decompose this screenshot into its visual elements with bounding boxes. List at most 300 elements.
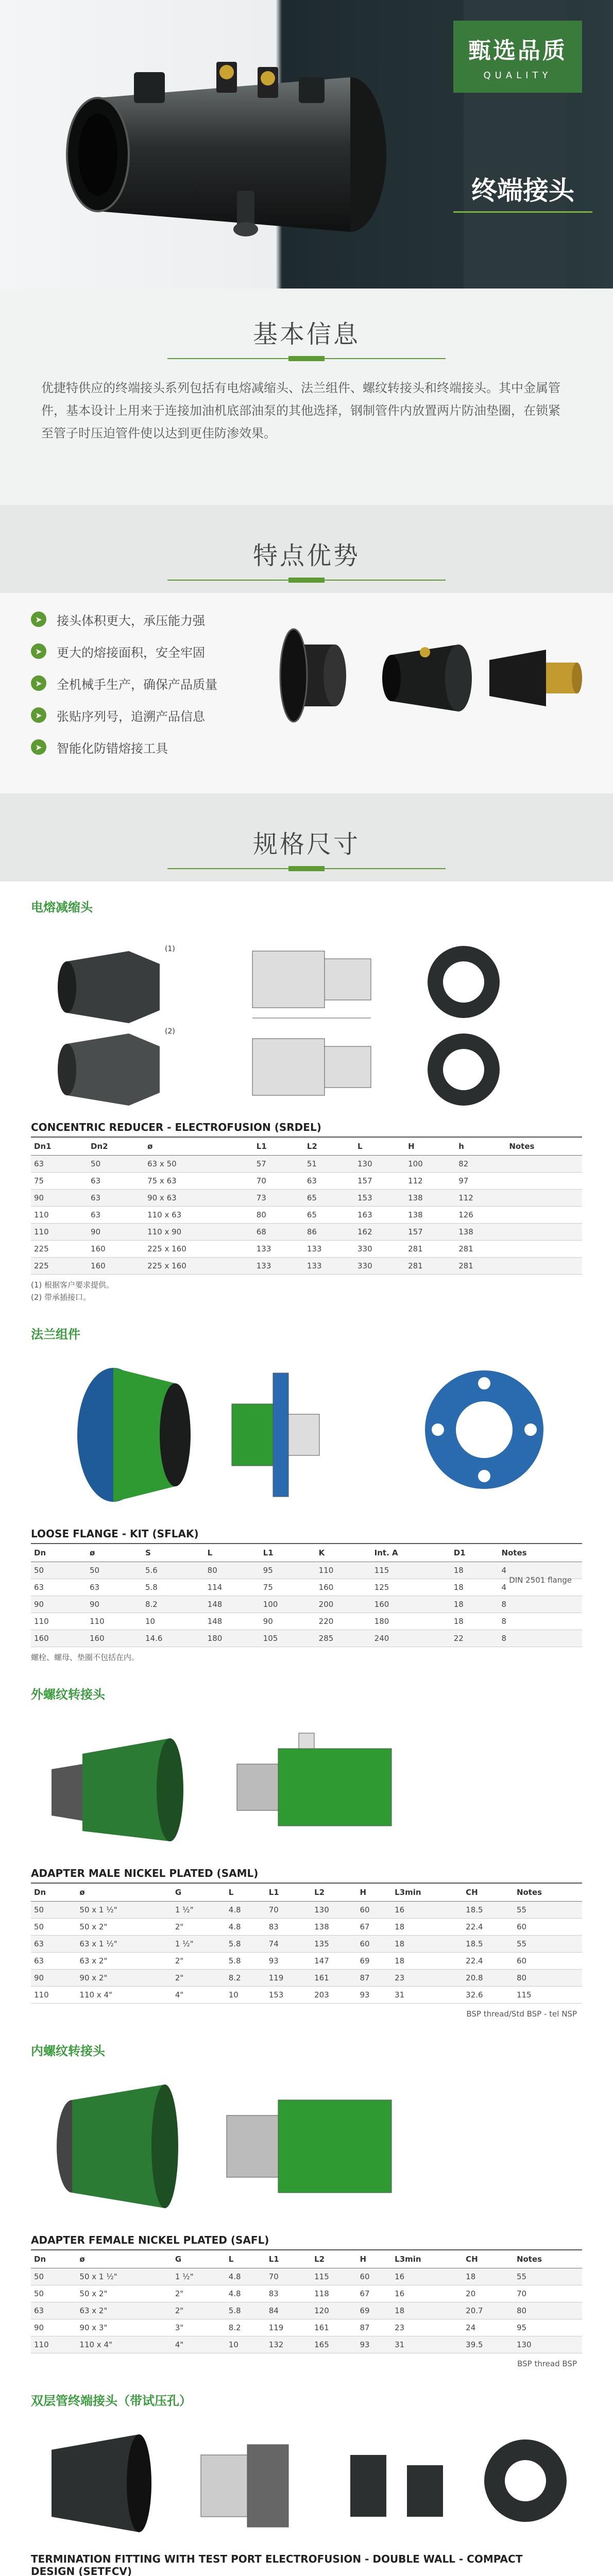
table-cell: 50	[31, 2285, 76, 2302]
table-cell: 133	[253, 1241, 304, 1258]
table-row	[31, 2268, 582, 2285]
table-cell: 90	[87, 1596, 142, 1613]
table-header-cell: L1	[260, 1544, 316, 1562]
quality-badge	[453, 21, 582, 93]
table-cell: 93	[266, 1953, 311, 1970]
table-header-cell: K	[316, 1544, 371, 1562]
table-cell: 2"	[172, 1919, 226, 1936]
table-cell: 18	[391, 1919, 463, 1936]
table-row	[31, 1207, 582, 1224]
table-cell: 147	[311, 1953, 356, 1970]
table-header-cell: Notes	[514, 2250, 582, 2268]
table-cell	[506, 1156, 582, 1173]
table-header-cell: L2	[311, 1884, 356, 1902]
table-cell: 18	[391, 2302, 463, 2319]
table-cell: 1 ½"	[172, 1936, 226, 1953]
table-cell: 4.8	[226, 1902, 266, 1919]
table-cell: 95	[260, 1562, 316, 1579]
arrow-icon: ➤	[31, 707, 46, 723]
table-header-cell: D1	[451, 1544, 499, 1562]
table-cell: 180	[371, 1613, 451, 1630]
table-cell: 65	[304, 1190, 354, 1207]
table-cell: 160	[316, 1579, 371, 1596]
table-cell: 115	[514, 1987, 582, 2004]
table-cell: 31	[391, 2336, 463, 2353]
feature-product-images	[263, 603, 582, 748]
table-cell: 148	[205, 1613, 260, 1630]
table-cell: 67	[357, 1919, 392, 1936]
product-title: 终端接头	[471, 176, 574, 206]
table-cell: 157	[354, 1173, 405, 1190]
table-cell	[506, 1173, 582, 1190]
table-cell: 110	[87, 1613, 142, 1630]
table-cell: 80	[514, 1970, 582, 1987]
table-cell: 63	[88, 1207, 144, 1224]
table-row	[31, 1156, 582, 1173]
table-cell: 75	[260, 1579, 316, 1596]
table-cell: 63 x 2"	[76, 1953, 172, 1970]
table-row	[31, 2336, 582, 2353]
table-cell: 63	[31, 1953, 76, 1970]
table-row	[31, 1224, 582, 1241]
table-header-cell: L1	[266, 2250, 311, 2268]
table-cell: 2"	[172, 1953, 226, 1970]
table-row	[31, 1970, 582, 1987]
table-cell: 5.8	[226, 2302, 266, 2319]
table-row	[31, 1953, 582, 1970]
table-header-cell: L2	[311, 2250, 356, 2268]
svg-text:(1): (1)	[165, 945, 175, 953]
table-header-cell: L	[226, 1884, 266, 1902]
feature-item: ➤ 智能化防错熔接工具	[31, 731, 242, 763]
table-cell: 69	[357, 2302, 392, 2319]
table-cell: 90	[260, 1613, 316, 1630]
table-cell: 18	[451, 1596, 499, 1613]
table-cell: 138	[455, 1224, 506, 1241]
table-cell: 90 x 2"	[76, 1970, 172, 1987]
table-cell: 50	[31, 2268, 76, 2285]
table-cell: 90	[31, 1596, 87, 1613]
table-header-row	[31, 1884, 582, 1902]
table-cell: 90 x 3"	[76, 2319, 172, 2336]
section-heading-basic: 基本信息	[252, 320, 360, 349]
table-cell: 50 x 2"	[76, 2285, 172, 2302]
table-cell: 165	[311, 2336, 356, 2353]
table-cell: 82	[455, 1156, 506, 1173]
table-cell: 22	[451, 1630, 499, 1647]
table-header-cell: Notes	[498, 1544, 582, 1562]
table-cell: 133	[304, 1258, 354, 1275]
table-cell: 110	[31, 1224, 88, 1241]
feature-list	[31, 603, 242, 763]
table-cell: 24	[463, 2319, 514, 2336]
table-header-row	[31, 1544, 582, 1562]
table-cell: 22.4	[463, 1953, 514, 1970]
table-cell: 55	[514, 2268, 582, 2285]
spec-group-name: 双层管终端接头（带试压孔）	[31, 2394, 192, 2408]
table-row	[31, 1936, 582, 1953]
table-cell: 225 x 160	[144, 1258, 253, 1275]
table-cell: 63 x 1 ½"	[76, 1936, 172, 1953]
table-header-cell: ø	[76, 1884, 172, 1902]
table-title: TERMINATION FITTING WITH TEST PORT ELECTROFUSION - DOUBLE WALL - COMPACT DESIGN (SETFCV)	[31, 2548, 582, 2576]
table-cell: 135	[311, 1936, 356, 1953]
spec-section	[0, 793, 613, 2576]
table-cell: 161	[311, 1970, 356, 1987]
table-cell: 60	[357, 1936, 392, 1953]
table-cell: 18	[391, 1953, 463, 1970]
table-cell: 100	[405, 1156, 455, 1173]
table-cell	[506, 1241, 582, 1258]
table-title: CONCENTRIC REDUCER - ELECTROFUSION (SRDEL)	[31, 1116, 582, 1138]
table-cell: 75	[31, 1173, 88, 1190]
table-cell: 5.8	[226, 1936, 266, 1953]
table-cell: 8.2	[226, 1970, 266, 1987]
table-cell: 63	[304, 1173, 354, 1190]
table-cell: 138	[405, 1207, 455, 1224]
table-cell: 4	[498, 1562, 582, 1579]
table-cell: 161	[311, 2319, 356, 2336]
table-cell: 118	[311, 2285, 356, 2302]
table-cell: 55	[514, 1936, 582, 1953]
table-cell: 119	[266, 1970, 311, 1987]
table-header-cell: Dn	[31, 2250, 76, 2268]
table-cell: 138	[405, 1190, 455, 1207]
table-header-cell: L2	[304, 1138, 354, 1156]
spec-table	[31, 1138, 582, 1275]
table-cell: 153	[354, 1190, 405, 1207]
table-cell: 110 x 4"	[76, 1987, 172, 2004]
basic-info-text: 优捷特供应的终端接头系列包括有电熔减缩头、法兰组件、螺纹转接头和终端接头。其中金属管件，基本设计上用来于连接加油机底部油泵的其他选择，钢制管件内放置两片防油垫圈，在锁紧至管子时压迫管件使以达到更佳防渗效果。	[41, 381, 560, 440]
table-cell: 120	[311, 2302, 356, 2319]
table-cell: 16	[391, 2268, 463, 2285]
table-header-cell: H	[405, 1138, 455, 1156]
table-cell: 50	[31, 1902, 76, 1919]
table-cell: 50	[88, 1156, 144, 1173]
table-cell: 8.2	[226, 2319, 266, 2336]
table-cell: 84	[266, 2302, 311, 2319]
table-row	[31, 1173, 582, 1190]
table-cell: 10	[226, 1987, 266, 2004]
table-cell: 4	[498, 1579, 582, 1596]
feature-item: ➤ 接头体积更大，承压能力强	[31, 603, 242, 635]
table-cell: 203	[311, 1987, 356, 2004]
table-header-cell: S	[142, 1544, 205, 1562]
table-cell: 2"	[172, 2285, 226, 2302]
table-cell: 132	[266, 2336, 311, 2353]
table-cell: 8.2	[142, 1596, 205, 1613]
table-cell: 60	[514, 1919, 582, 1936]
feature-item: ➤ 张贴序列号，追溯产品信息	[31, 699, 242, 731]
table-cell: 157	[405, 1224, 455, 1241]
table-cell: 50 x 1 ½"	[76, 2268, 172, 2285]
table-cell: 70	[266, 2268, 311, 2285]
table-cell: 18.5	[463, 1936, 514, 1953]
table-row	[31, 1258, 582, 1275]
table-cell: 50 x 1 ½"	[76, 1902, 172, 1919]
reducer-drawing	[31, 920, 582, 1116]
table-cell: 22.4	[463, 1919, 514, 1936]
svg-text:(2): (2)	[165, 1027, 175, 1036]
table-cell: 8	[498, 1596, 582, 1613]
table-cell: 90	[31, 1190, 88, 1207]
table-cell: 39.5	[463, 2336, 514, 2353]
table-cell: 225 x 160	[144, 1241, 253, 1258]
table-cell: 90	[88, 1224, 144, 1241]
table-cell: 125	[371, 1579, 451, 1596]
table-header-cell: G	[172, 2250, 226, 2268]
table-header-cell: Dn1	[31, 1138, 88, 1156]
table-cell: 160	[31, 1630, 87, 1647]
table-cell: 69	[357, 1953, 392, 1970]
table-cell: 240	[371, 1630, 451, 1647]
table-cell: 5.6	[142, 1562, 205, 1579]
table-row	[31, 1919, 582, 1936]
table-header-cell: Dn	[31, 1544, 87, 1562]
table-cell: 220	[316, 1613, 371, 1630]
female-adapter-drawing	[31, 2064, 582, 2229]
table-header-cell: L1	[266, 1884, 311, 1902]
table-cell: 18	[451, 1579, 499, 1596]
table-header-cell: Dn	[31, 1884, 76, 1902]
table-cell: 80	[514, 2302, 582, 2319]
table-row	[31, 2285, 582, 2302]
table-cell: 112	[455, 1190, 506, 1207]
table-row	[31, 2319, 582, 2336]
table-cell: 20.7	[463, 2302, 514, 2319]
termination-fitting-drawing	[31, 2414, 582, 2548]
table-cell: 31	[391, 1987, 463, 2004]
table-cell: 4"	[172, 2336, 226, 2353]
table-cell: 4.8	[226, 1919, 266, 1936]
table-cell: 110 x 63	[144, 1207, 253, 1224]
spec-group-name: 电熔减缩头	[31, 900, 93, 914]
table-header-cell: h	[455, 1138, 506, 1156]
table-cell: 130	[514, 2336, 582, 2353]
table-cell: 63	[87, 1579, 142, 1596]
table-cell: 80	[253, 1207, 304, 1224]
table-cell: 112	[405, 1173, 455, 1190]
table-cell: 16	[391, 1902, 463, 1919]
table-header-cell: L3min	[391, 2250, 463, 2268]
table-cell: 8	[498, 1630, 582, 1647]
table-cell: 50	[87, 1562, 142, 1579]
table-cell: 110	[316, 1562, 371, 1579]
spec-group-name: 法兰组件	[31, 1327, 80, 1342]
table-row	[31, 1902, 582, 1919]
table-header-cell: Int. A	[371, 1544, 451, 1562]
table-cell: 225	[31, 1258, 88, 1275]
table-cell: 148	[205, 1596, 260, 1613]
table-cell: 162	[354, 1224, 405, 1241]
table-cell: 70	[253, 1173, 304, 1190]
table-cell: 200	[316, 1596, 371, 1613]
table-cell: 130	[354, 1156, 405, 1173]
male-adapter-drawing	[31, 1707, 582, 1862]
table-note: 螺栓、螺母、垫圈不包括在内。	[31, 1653, 140, 1662]
table-cell	[506, 1207, 582, 1224]
table-note: (2) 带承插接口。	[31, 1293, 91, 1302]
table-header-row	[31, 2250, 582, 2268]
table-cell: 160	[371, 1596, 451, 1613]
table-side-note: DIN 2501 flange	[509, 1575, 572, 1585]
table-side-note: BSP thread BSP	[517, 2359, 577, 2368]
table-cell: 23	[391, 2319, 463, 2336]
table-cell: 285	[316, 1630, 371, 1647]
table-cell: 281	[455, 1258, 506, 1275]
table-header-cell: ø	[144, 1138, 253, 1156]
table-cell: 60	[357, 1902, 392, 1919]
table-header-cell: L3min	[391, 1884, 463, 1902]
table-cell: 110 x 4"	[76, 2336, 172, 2353]
table-header-cell: L	[354, 1138, 405, 1156]
table-row	[31, 1190, 582, 1207]
table-cell	[506, 1190, 582, 1207]
table-cell: 5.8	[226, 1953, 266, 1970]
table-cell: 2"	[172, 1970, 226, 1987]
table-cell: 80	[205, 1562, 260, 1579]
table-cell: 86	[304, 1224, 354, 1241]
table-cell: 133	[253, 1258, 304, 1275]
table-cell: 4.8	[226, 2285, 266, 2302]
table-cell: 114	[205, 1579, 260, 1596]
table-cell: 50	[31, 1562, 87, 1579]
table-cell: 63	[88, 1190, 144, 1207]
table-header-cell: CH	[463, 2250, 514, 2268]
table-cell: 90	[31, 1970, 76, 1987]
table-cell: 281	[455, 1241, 506, 1258]
table-header-cell: ø	[76, 2250, 172, 2268]
section-heading-features: 特点优势	[252, 541, 360, 570]
table-cell: 70	[514, 2285, 582, 2302]
table-cell: 20.8	[463, 1970, 514, 1987]
table-row	[31, 1987, 582, 2004]
hero-banner	[0, 0, 613, 289]
table-cell: 75 x 63	[144, 1173, 253, 1190]
table-header-cell: ø	[87, 1544, 142, 1562]
table-cell	[506, 1258, 582, 1275]
table-header-cell: L	[226, 2250, 266, 2268]
table-cell: 3"	[172, 2319, 226, 2336]
table-cell: 126	[455, 1207, 506, 1224]
product-image	[31, 21, 422, 268]
quality-cn: 甄选品质	[468, 38, 567, 64]
table-cell: 18	[451, 1613, 499, 1630]
table-cell: 5.8	[142, 1579, 205, 1596]
table-cell: 50 x 2"	[76, 1919, 172, 1936]
table-cell: 51	[304, 1156, 354, 1173]
table-cell: 153	[266, 1987, 311, 2004]
table-cell: 100	[260, 1596, 316, 1613]
table-cell: 23	[391, 1970, 463, 1987]
table-cell: 63	[31, 2302, 76, 2319]
table-cell: 1 ½"	[172, 2268, 226, 2285]
quality-en: QUALITY	[483, 70, 552, 81]
arrow-icon: ➤	[31, 675, 46, 691]
table-cell: 330	[354, 1258, 405, 1275]
table-header-cell: CH	[463, 1884, 514, 1902]
table-cell: 10	[142, 1613, 205, 1630]
arrow-icon: ➤	[31, 612, 46, 627]
table-cell: 63 x 2"	[76, 2302, 172, 2319]
table-cell: 65	[304, 1207, 354, 1224]
table-cell: 160	[87, 1630, 142, 1647]
table-cell: 68	[253, 1224, 304, 1241]
table-cell: 63	[88, 1173, 144, 1190]
table-cell: 110 x 90	[144, 1224, 253, 1241]
table-header-row	[31, 1138, 582, 1156]
table-cell: 97	[455, 1173, 506, 1190]
table-title: ADAPTER FEMALE NICKEL PLATED (SAFL)	[31, 2229, 582, 2250]
table-cell: 18	[463, 2268, 514, 2285]
table-cell: 130	[311, 1902, 356, 1919]
table-cell: 14.6	[142, 1630, 205, 1647]
table-cell: 93	[357, 2336, 392, 2353]
flange-drawing	[31, 1347, 582, 1522]
table-cell: 105	[260, 1630, 316, 1647]
table-cell: 63	[31, 1936, 76, 1953]
table-cell: 281	[405, 1258, 455, 1275]
section-heading-spec: 规格尺寸	[252, 830, 360, 859]
table-cell: 330	[354, 1241, 405, 1258]
table-cell: 67	[357, 2285, 392, 2302]
table-cell: 60	[514, 1953, 582, 1970]
table-cell: 115	[371, 1562, 451, 1579]
table-title: ADAPTER MALE NICKEL PLATED (SAML)	[31, 1862, 582, 1884]
table-cell: 163	[354, 1207, 405, 1224]
spec-table	[31, 1884, 582, 2004]
table-title: LOOSE FLANGE - KIT (SFLAK)	[31, 1522, 582, 1544]
table-cell: 18	[391, 1936, 463, 1953]
table-header-cell: Notes	[514, 1884, 582, 1902]
table-header-cell: G	[172, 1884, 226, 1902]
table-cell: 83	[266, 1919, 311, 1936]
table-cell: 95	[514, 2319, 582, 2336]
table-cell: 87	[357, 1970, 392, 1987]
table-cell: 1 ½"	[172, 1902, 226, 1919]
table-cell: 32.6	[463, 1987, 514, 2004]
table-cell	[506, 1224, 582, 1241]
arrow-icon: ➤	[31, 739, 46, 755]
table-cell: 4.8	[226, 2268, 266, 2285]
table-cell: 160	[88, 1258, 144, 1275]
table-cell: 18.5	[463, 1902, 514, 1919]
table-row	[31, 1241, 582, 1258]
table-cell: 138	[311, 1919, 356, 1936]
table-cell: 63	[31, 1156, 88, 1173]
feature-item: ➤ 全机械手生产，确保产品质量	[31, 667, 242, 699]
table-cell: 133	[304, 1241, 354, 1258]
table-cell: 90	[31, 2319, 76, 2336]
table-cell: 2"	[172, 2302, 226, 2319]
table-cell: 63	[31, 1579, 87, 1596]
table-row	[31, 2302, 582, 2319]
table-cell: 57	[253, 1156, 304, 1173]
table-cell: 16	[391, 2285, 463, 2302]
features-section	[0, 505, 613, 793]
table-header-cell: Notes	[506, 1138, 582, 1156]
table-cell: 87	[357, 2319, 392, 2336]
table-cell: 70	[266, 1902, 311, 1919]
table-cell: 115	[311, 2268, 356, 2285]
table-cell: 10	[226, 2336, 266, 2353]
feature-item: ➤ 更大的熔接面积，安全牢固	[31, 635, 242, 667]
table-cell: 93	[357, 1987, 392, 2004]
arrow-icon: ➤	[31, 643, 46, 659]
table-cell: 55	[514, 1902, 582, 1919]
table-cell: 8	[498, 1613, 582, 1630]
spec-group-name: 外螺纹转接头	[31, 1687, 105, 1702]
